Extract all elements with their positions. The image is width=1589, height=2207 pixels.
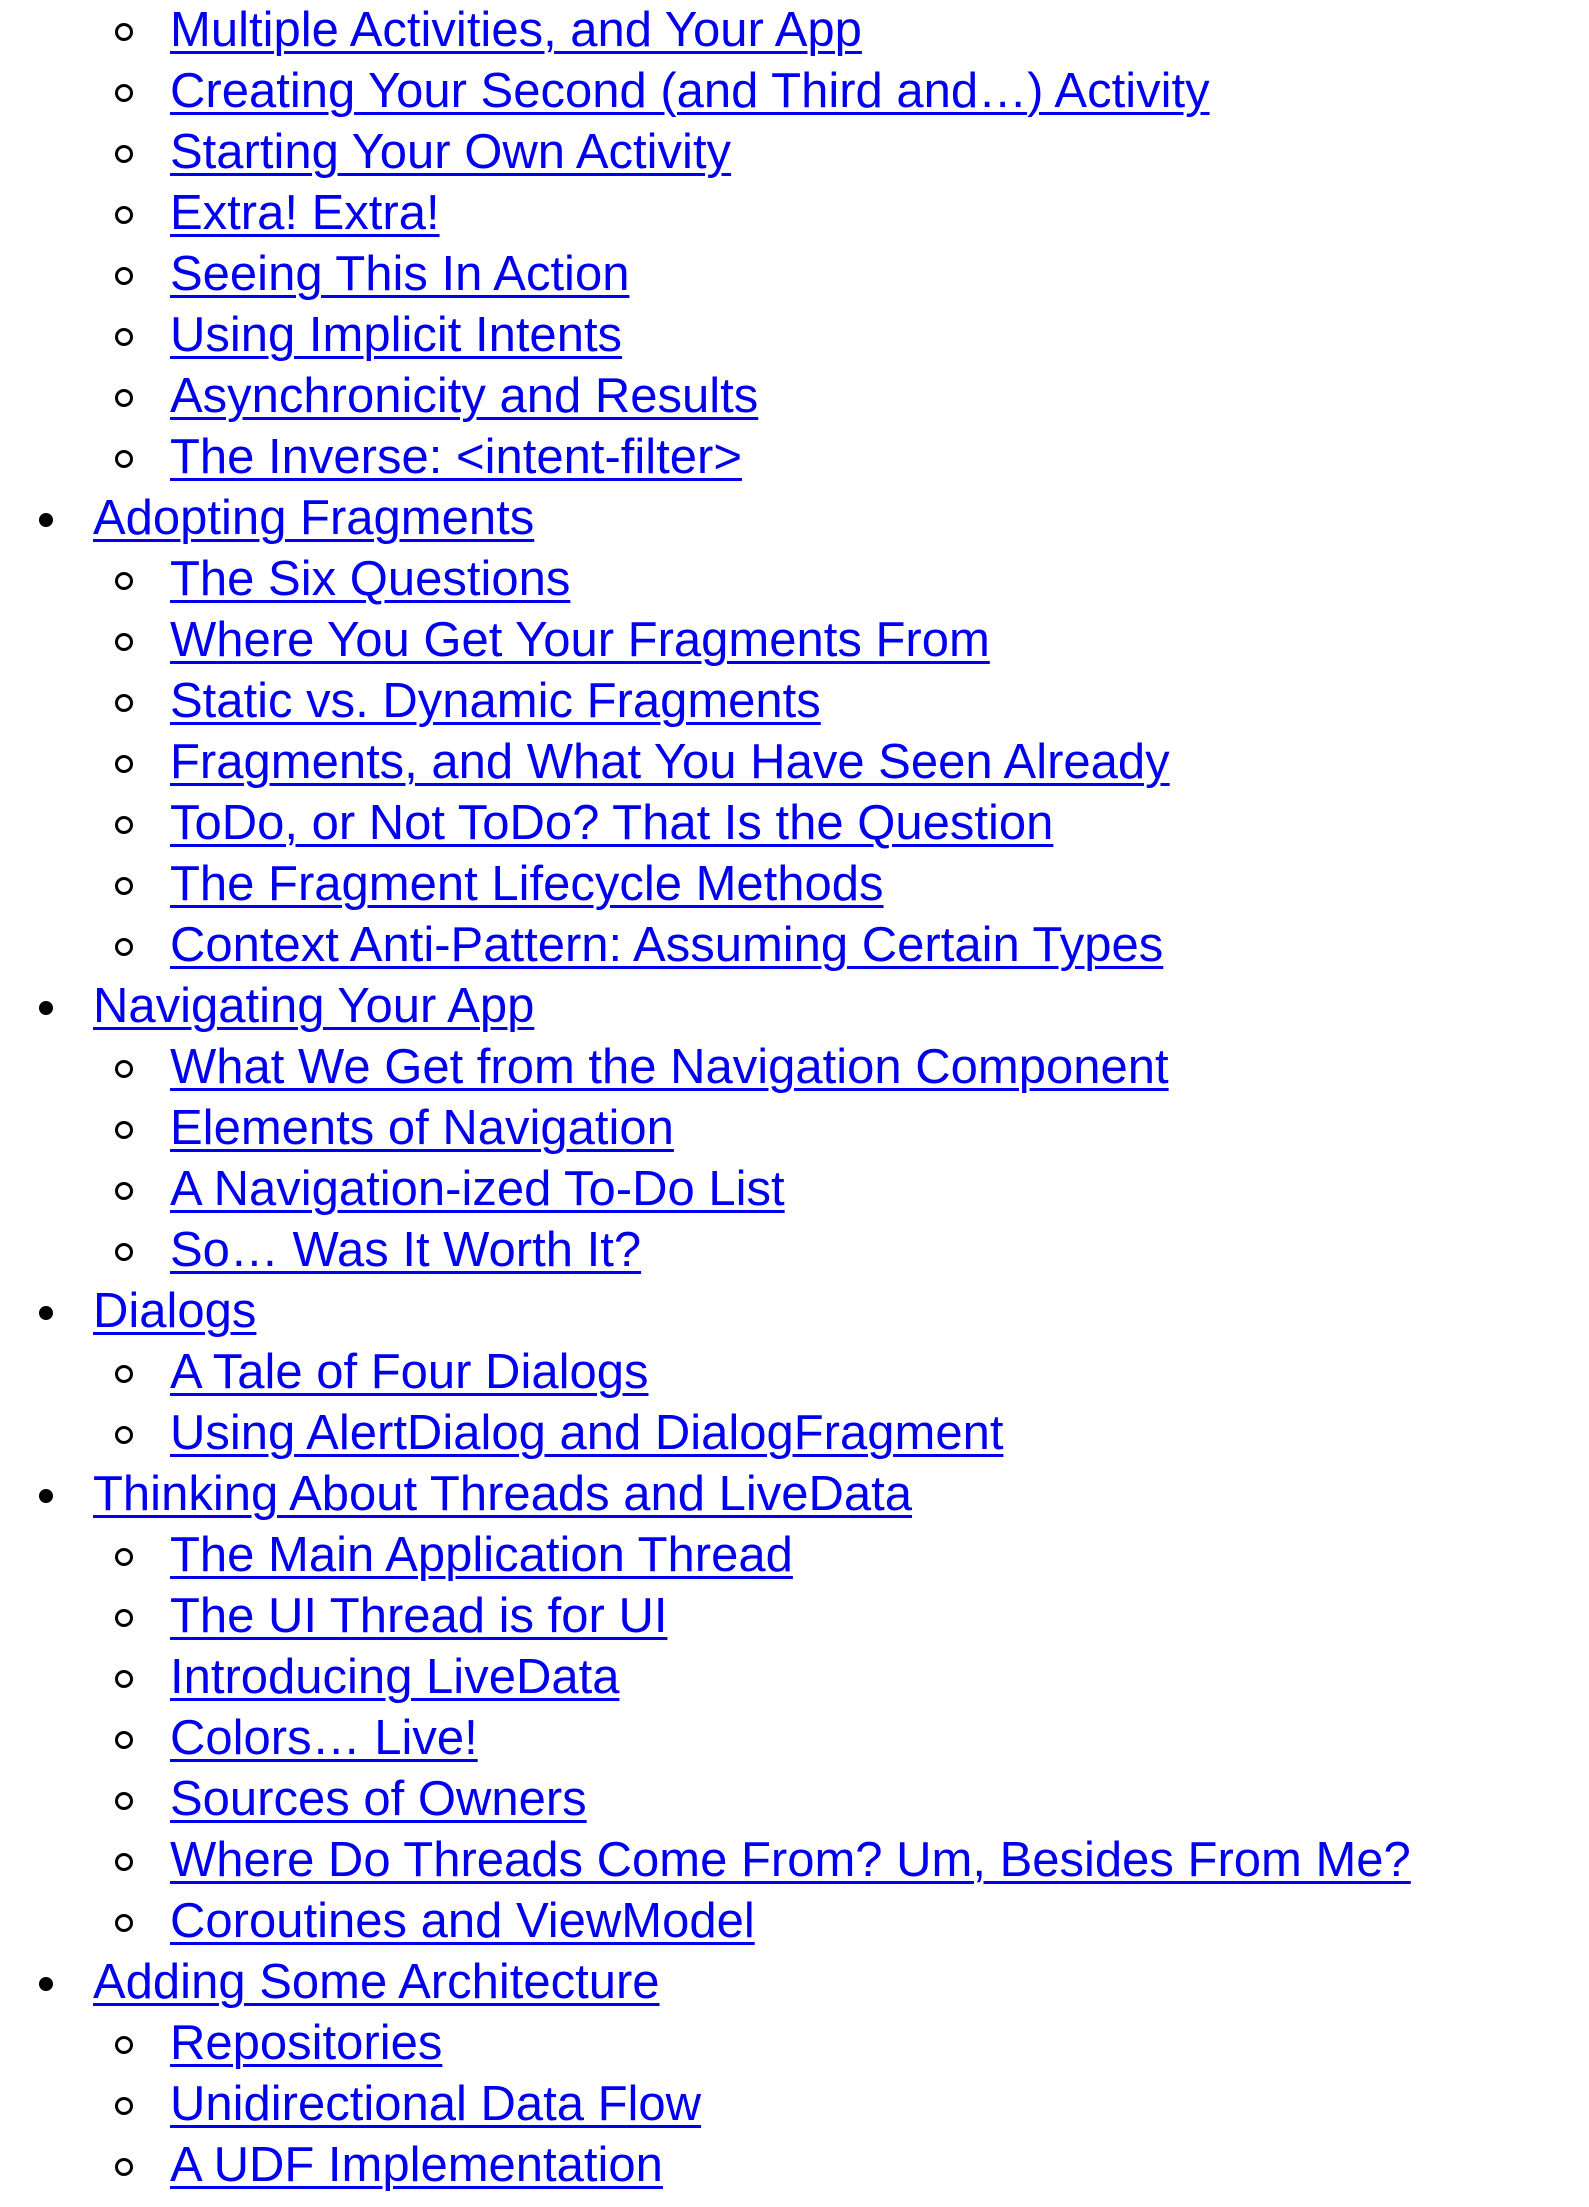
toc-section-link[interactable]: Elements of Navigation: [170, 1100, 674, 1155]
section-bullet-icon: [115, 1365, 133, 1383]
toc-section-link[interactable]: Extra! Extra!: [170, 185, 440, 240]
toc-section-item: [170, 2013, 442, 2074]
chapter-bullet-icon: [39, 1001, 53, 1015]
toc-section-link[interactable]: Creating Your Second (and Third and…) Activity: [170, 63, 1210, 118]
section-bullet-icon: [115, 938, 133, 956]
section-bullet-icon: [115, 633, 133, 651]
toc-section-item: [170, 305, 622, 366]
section-bullet-icon: [115, 816, 133, 834]
toc-section-link[interactable]: What We Get from the Navigation Component: [170, 1039, 1169, 1094]
toc-section-item: [170, 1586, 667, 1647]
toc-section-link[interactable]: Static vs. Dynamic Fragments: [170, 673, 821, 728]
toc-section-item: [170, 427, 742, 488]
toc-section-link[interactable]: The Inverse: <intent-filter>: [170, 429, 742, 484]
toc-section-item: [170, 610, 990, 671]
section-bullet-icon: [115, 1792, 133, 1810]
toc-chapter-item: [93, 976, 534, 1037]
toc-section-link[interactable]: Fragments, and What You Have Seen Already: [170, 734, 1170, 789]
toc-section-link[interactable]: ToDo, or Not ToDo? That Is the Question: [170, 795, 1054, 850]
toc-section-item: [170, 549, 570, 610]
section-bullet-icon: [115, 1548, 133, 1566]
section-bullet-icon: [115, 84, 133, 102]
toc-chapter-link[interactable]: Adding Some Architecture: [93, 1954, 660, 2009]
toc-section-link[interactable]: A Tale of Four Dialogs: [170, 1344, 649, 1399]
toc-section-item: [170, 0, 862, 61]
toc-section-item: [170, 61, 1210, 122]
toc-section-item: [170, 244, 629, 305]
chapter-bullet-icon: [39, 513, 53, 527]
section-bullet-icon: [115, 328, 133, 346]
section-bullet-icon: [115, 694, 133, 712]
toc-section-link[interactable]: Asynchronicity and Results: [170, 368, 759, 423]
section-bullet-icon: [115, 450, 133, 468]
toc-section-item: [170, 671, 821, 732]
chapter-bullet-icon: [39, 1306, 53, 1320]
toc-section-link[interactable]: The Fragment Lifecycle Methods: [170, 856, 884, 911]
toc-section-item: [170, 1220, 641, 1281]
section-bullet-icon: [115, 1914, 133, 1932]
toc-section-link[interactable]: Repositories: [170, 2015, 443, 2070]
toc-section-item: [170, 793, 1053, 854]
toc-section-link[interactable]: A Navigation-ized To-Do List: [170, 1161, 785, 1216]
section-bullet-icon: [115, 23, 133, 41]
toc-section-item: [170, 915, 1163, 976]
toc-section-item: [170, 1037, 1169, 1098]
toc-section-link[interactable]: Sources of Owners: [170, 1771, 587, 1826]
chapter-bullet-icon: [39, 1489, 53, 1503]
toc-section-link[interactable]: A UDF Implementation: [170, 2137, 663, 2192]
toc-section-item: [170, 183, 440, 244]
section-bullet-icon: [115, 1731, 133, 1749]
section-bullet-icon: [115, 1426, 133, 1444]
toc-section-item: [170, 1098, 674, 1159]
toc-section-item: [170, 122, 731, 183]
section-bullet-icon: [115, 206, 133, 224]
toc-section-link[interactable]: Multiple Activities, and Your App: [170, 2, 862, 57]
toc-section-item: [170, 1403, 1003, 1464]
section-bullet-icon: [115, 877, 133, 895]
section-bullet-icon: [115, 267, 133, 285]
toc-chapter-link[interactable]: Adopting Fragments: [93, 490, 535, 545]
toc-section-item: [170, 1342, 648, 1403]
toc-section-item: [170, 1830, 1411, 1891]
toc-section-link[interactable]: Where You Get Your Fragments From: [170, 612, 990, 667]
section-bullet-icon: [115, 2036, 133, 2054]
toc-section-link[interactable]: The Six Questions: [170, 551, 571, 606]
toc-chapter-item: [93, 1281, 256, 1342]
section-bullet-icon: [115, 145, 133, 163]
section-bullet-icon: [115, 1243, 133, 1261]
toc-section-item: [170, 1708, 478, 1769]
toc-section-link[interactable]: Colors… Live!: [170, 1710, 478, 1765]
toc-section-item: [170, 1525, 793, 1586]
section-bullet-icon: [115, 572, 133, 590]
toc-section-link[interactable]: Using Implicit Intents: [170, 307, 623, 362]
section-bullet-icon: [115, 1060, 133, 1078]
toc-section-item: [170, 2074, 701, 2135]
toc-section-link[interactable]: The Main Application Thread: [170, 1527, 793, 1582]
section-bullet-icon: [115, 389, 133, 407]
toc-section-link[interactable]: Where Do Threads Come From? Um, Besides From Me?: [170, 1832, 1411, 1887]
toc-section-link[interactable]: Seeing This In Action: [170, 246, 630, 301]
chapter-bullet-icon: [39, 1977, 53, 1991]
section-bullet-icon: [115, 1182, 133, 1200]
toc-chapter-link[interactable]: Dialogs: [93, 1283, 257, 1338]
toc-section-item: [170, 1647, 619, 1708]
toc-section-item: [170, 1159, 785, 1220]
toc-section-link[interactable]: Using AlertDialog and DialogFragment: [170, 1405, 1004, 1460]
toc-section-link[interactable]: Introducing LiveData: [170, 1649, 620, 1704]
toc-section-link[interactable]: Context Anti-Pattern: Assuming Certain Types: [170, 917, 1164, 972]
toc-section-item: [170, 732, 1170, 793]
toc-chapter-link[interactable]: Navigating Your App: [93, 978, 535, 1033]
section-bullet-icon: [115, 755, 133, 773]
toc-section-item: [170, 2135, 663, 2196]
toc-section-item: [170, 366, 758, 427]
section-bullet-icon: [115, 2158, 133, 2176]
toc-section-link[interactable]: Starting Your Own Activity: [170, 124, 732, 179]
section-bullet-icon: [115, 2097, 133, 2115]
section-bullet-icon: [115, 1609, 133, 1627]
toc-chapter-link[interactable]: Thinking About Threads and LiveData: [93, 1466, 913, 1521]
section-bullet-icon: [115, 1670, 133, 1688]
toc-section-link[interactable]: The UI Thread is for UI: [170, 1588, 668, 1643]
toc-chapter-item: [93, 1952, 660, 2013]
toc-section-item: [170, 854, 884, 915]
toc-section-link[interactable]: Unidirectional Data Flow: [170, 2076, 702, 2131]
toc-section-item: [170, 1769, 587, 1830]
section-bullet-icon: [115, 1121, 133, 1139]
toc-chapter-item: [93, 1464, 912, 1525]
toc-section-item: [170, 1891, 755, 1952]
toc-section-link[interactable]: So… Was It Worth It?: [170, 1222, 642, 1277]
toc-chapter-item: [93, 488, 534, 549]
toc-section-link[interactable]: Coroutines and ViewModel: [170, 1893, 755, 1948]
section-bullet-icon: [115, 1853, 133, 1871]
